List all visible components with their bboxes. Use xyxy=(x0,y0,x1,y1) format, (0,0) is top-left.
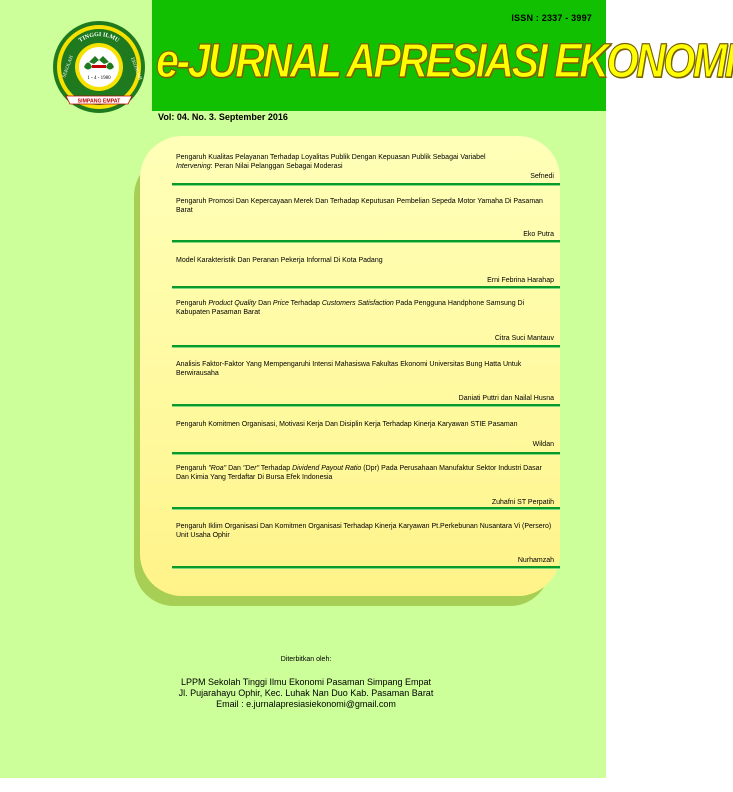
title-text: Pengaruh xyxy=(176,465,209,472)
logo-date: 1 - 4 - 1980 xyxy=(87,76,111,81)
title-italic: Product Quality xyxy=(208,300,257,307)
logo-banner: SIMPANG EMPAT xyxy=(77,98,121,105)
title-text: : Peran Nilai Pelanggan Sebagai Moderasi xyxy=(210,163,343,170)
title-text: Terhadap xyxy=(288,300,322,307)
title-text: Dan xyxy=(256,300,273,307)
publisher-address: Jl. Pujarahayu Ophir, Kec. Luhak Nan Duo Kab. Pasaman Barat xyxy=(178,688,434,698)
article-author: Wildan xyxy=(532,441,554,448)
publisher-name: LPPM Sekolah Tinggi Ilmu Ekonomi Pasaman Simpang Empat xyxy=(180,677,432,687)
article-author: Nurhamzah xyxy=(517,557,554,564)
article-author: Sefnedi xyxy=(530,173,554,180)
article-author: Citra Suci Mantauv xyxy=(494,335,554,342)
separator-line xyxy=(172,507,560,509)
article-title: Pengaruh Komitmen Organisasi, Motivasi Kerja Dan Disiplin Kerja Terhadap Kinerja Karyawan STIE Pasaman xyxy=(176,421,518,428)
toc-entry xyxy=(176,464,554,506)
article-title xyxy=(176,464,554,482)
title-italic: Intervening xyxy=(176,163,211,170)
toc-entry xyxy=(176,197,554,238)
title-text: Dan xyxy=(226,465,243,472)
article-title: Analisis Faktor-Faktor Yang Mempengaruhi Intensi Mahasiswa Fakultas Ekonomi Universitas Bung Hatta Untuk Berwirausaha xyxy=(176,361,522,377)
title-text: Pengaruh Kualitas Pelayanan Terhadap Loyalitas Publik Dengan Kepuasan Publik Sebagai Variabel xyxy=(176,154,486,161)
title-text: Terhadap xyxy=(259,465,293,472)
article-title xyxy=(176,153,554,171)
title-text: Pada Pengguna Handphone Samsung Di Kabupaten Pasaman Barat xyxy=(176,300,525,316)
separator-line xyxy=(172,566,560,568)
journal-title: e-JURNAL APRESIASI EKONOMI xyxy=(156,35,733,88)
separator-line xyxy=(172,183,560,185)
toc-entry xyxy=(176,522,554,564)
article-author: Zuhafni ST Perpatih xyxy=(491,499,554,506)
institution-logo xyxy=(52,20,146,114)
title-italic: "Der" xyxy=(242,465,260,472)
toc-entry xyxy=(176,153,554,180)
title-italic: Dividend Payout Ratio xyxy=(292,465,362,472)
separator-line xyxy=(172,345,560,347)
article-title: Pengaruh Iklim Organisasi Dan Komitmen Organisasi Terhadap Kinerja Karyawan Pt.Perkebunan Nusantara Vi (Persero) Unit Usaha Ophir xyxy=(176,523,552,539)
separator-line xyxy=(172,452,560,454)
article-author: Daniati Puttri dan Nailal Husna xyxy=(458,395,554,402)
issn-label: ISSN : 2337 - 3997 xyxy=(511,13,592,23)
title-italic: Customers Satisfaction xyxy=(321,300,394,307)
volume-label: Vol: 04. No. 3. September 2016 xyxy=(158,112,288,122)
title-text: Pengaruh xyxy=(176,300,209,307)
article-title: Model Karakteristik Dan Peranan Pekerja Informal Di Kota Padang xyxy=(176,257,383,264)
publisher-block xyxy=(0,656,612,710)
title-italic: "Roa" xyxy=(208,465,227,472)
logo-left-text: SEKOLAH xyxy=(62,55,75,79)
article-title: Pengaruh Promosi Dan Kepercayaan Merek Dan Terhadap Keputusan Pembelian Sepeda Motor Yamaha Di Pasaman Barat xyxy=(176,198,543,214)
toc-entry xyxy=(176,256,554,284)
toc-entry xyxy=(176,299,554,342)
publisher-email: Email : e.jurnalapresiasiekonomi@gmail.com xyxy=(216,699,396,709)
article-title xyxy=(176,299,554,317)
logo-top-text: TINGGI ILMU xyxy=(77,31,121,44)
logo-right-text: EKONOMI xyxy=(129,56,142,81)
title-text: (Dpr) Pada Perusahaan Manufaktur Sektor Industri Dasar Dan Kimia Yang Terdaftar Di Bursa Efek Indonesia xyxy=(176,465,542,481)
article-author: Eko Putra xyxy=(523,231,554,238)
separator-line xyxy=(172,286,560,288)
separator-line xyxy=(172,404,560,406)
title-italic: Price xyxy=(272,300,289,307)
publisher-intro: Diterbitkan oleh: xyxy=(280,656,332,663)
article-author: Erni Febrina Harahap xyxy=(487,277,554,284)
separator-line xyxy=(172,240,560,242)
toc-entry xyxy=(176,360,554,402)
toc-entry xyxy=(176,420,554,448)
